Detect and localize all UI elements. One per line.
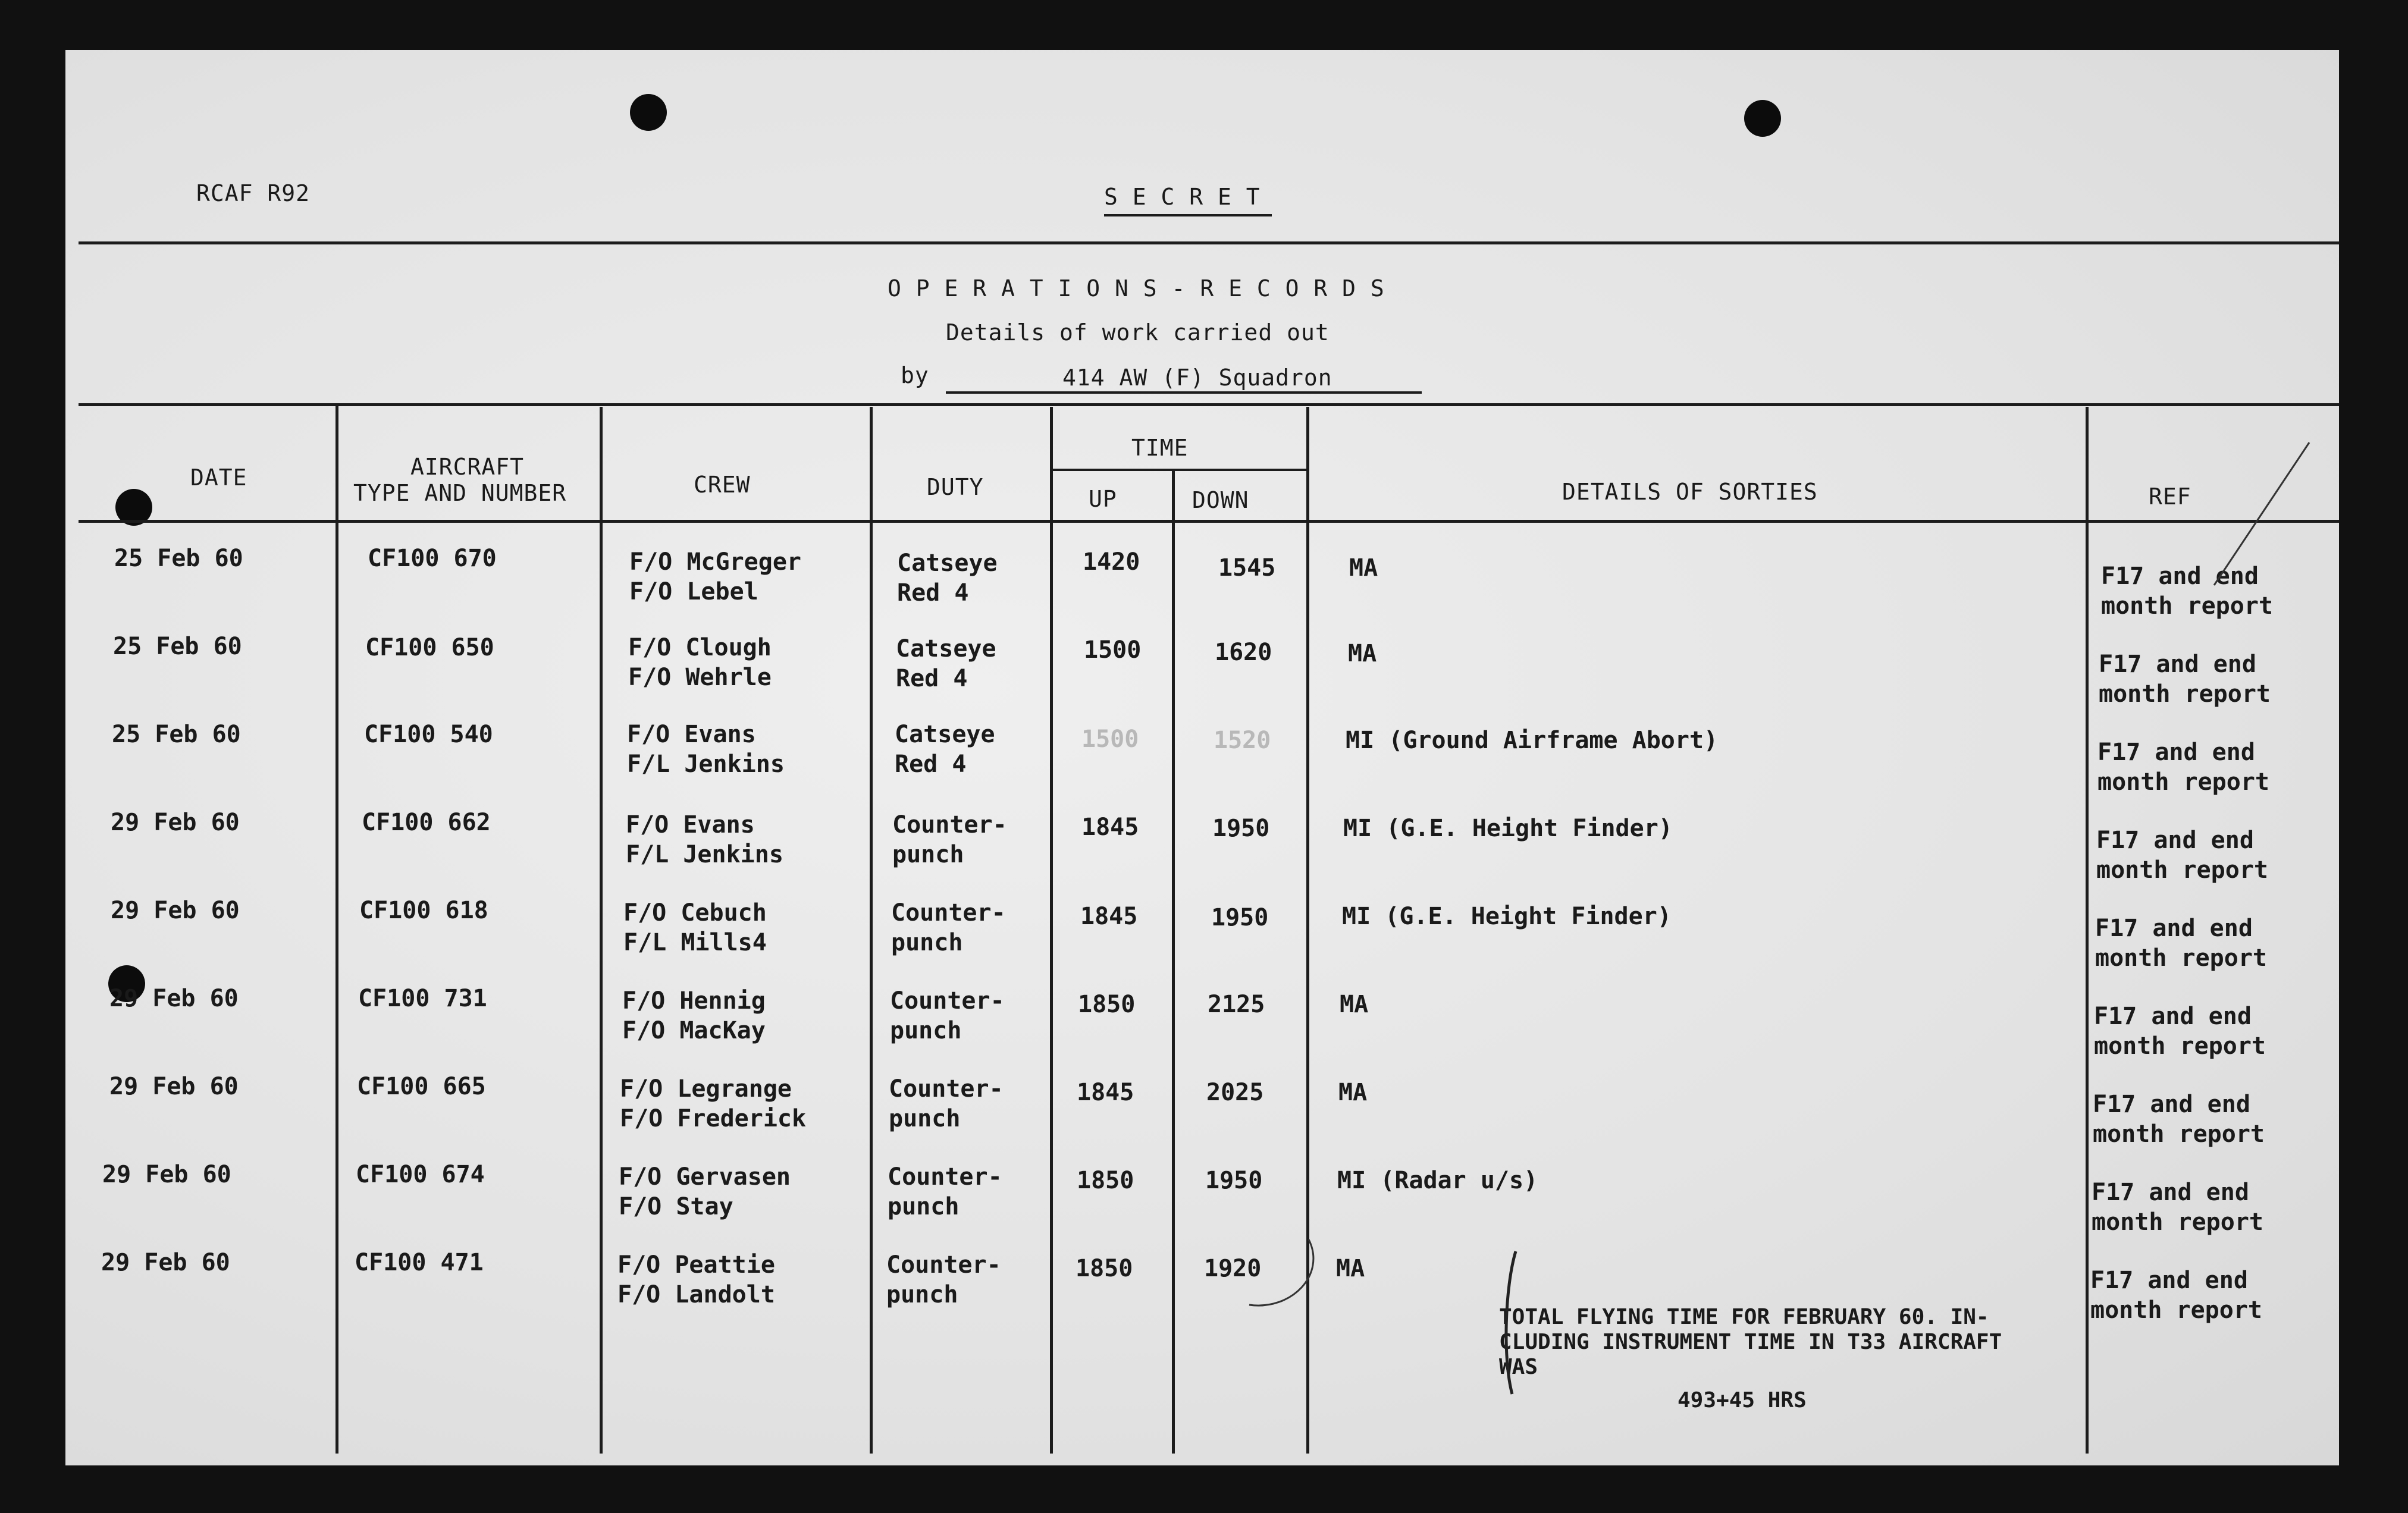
punch-hole-top-right	[1744, 100, 1781, 137]
table-row	[65, 720, 2339, 808]
date-cell: 29 Feb 60	[111, 897, 240, 924]
form-code: RCAF R92	[196, 180, 311, 206]
total-hours: 493+45 HRS	[1678, 1388, 1807, 1412]
crew-2: F/L Jenkins	[626, 841, 783, 868]
up-cell: 1845	[1080, 903, 1138, 930]
duty-2: Red 4	[896, 665, 968, 692]
details-cell: MA	[1340, 991, 1369, 1018]
date-cell: 29 Feb 60	[101, 1249, 230, 1276]
details-cell: MI (G.E. Height Finder)	[1343, 815, 1673, 842]
classification-underline	[1104, 214, 1272, 216]
crew-1: F/O Evans	[626, 811, 755, 839]
squadron: 414 AW (F) Squadron	[1062, 365, 1332, 391]
crew-2: F/O Landolt	[617, 1281, 775, 1308]
crew-1: F/O Clough	[628, 634, 772, 661]
up-cell: 1845	[1077, 1079, 1134, 1106]
ref-cell	[2090, 1266, 2262, 1325]
duty-1: Counter-	[888, 1163, 1002, 1191]
ref-cell	[2097, 737, 2269, 797]
ref-1: F17 and end	[2095, 915, 2253, 942]
duty-1: Counter-	[889, 1075, 1004, 1103]
duty-cell	[895, 720, 995, 779]
duty-1: Counter-	[891, 899, 1006, 927]
up-cell: 1500	[1081, 726, 1139, 753]
duty-1: Counter-	[890, 987, 1005, 1015]
crew-2: F/O Frederick	[620, 1105, 807, 1132]
ref-2: month report	[2093, 1120, 2265, 1148]
crew-cell	[622, 986, 766, 1046]
details-cell: MA	[1349, 554, 1378, 582]
aircraft-cell: CF100 670	[368, 545, 497, 572]
duty-1: Counter-	[886, 1251, 1001, 1279]
crew-2: F/L Jenkins	[627, 751, 785, 778]
down-cell: 1920	[1204, 1255, 1262, 1282]
ref-2: month report	[2096, 856, 2268, 884]
down-cell: 1950	[1212, 815, 1270, 842]
down-cell: 1950	[1211, 904, 1269, 931]
ref-cell	[2099, 649, 2271, 709]
duty-1: Counter-	[892, 811, 1007, 839]
header-rule	[79, 241, 2339, 244]
time-subheader-rule	[1050, 469, 1308, 471]
down-cell: 2025	[1206, 1079, 1264, 1106]
duty-2: punch	[889, 1105, 961, 1132]
header-ref: REF	[2149, 484, 2191, 510]
details-cell: MA	[1348, 640, 1377, 667]
up-cell: 1500	[1084, 636, 1142, 664]
header-aircraft-line2: TYPE AND NUMBER	[353, 480, 567, 506]
header-up: UP	[1089, 486, 1117, 512]
ref-cell	[2101, 561, 2273, 621]
crew-cell	[619, 1162, 791, 1222]
header-time: TIME	[1131, 435, 1189, 461]
ref-1: F17 and end	[2093, 1091, 2250, 1118]
crew-1: F/O Gervasen	[619, 1163, 791, 1191]
details-cell: MI (Radar u/s)	[1337, 1167, 1538, 1194]
aircraft-cell: CF100 650	[365, 634, 494, 661]
duty-2: punch	[890, 1017, 962, 1044]
aircraft-cell: CF100 662	[362, 809, 491, 836]
crew-2: F/O MacKay	[622, 1017, 766, 1044]
aircraft-cell: CF100 731	[358, 985, 487, 1012]
aircraft-cell: CF100 618	[359, 897, 488, 924]
header-duty: DUTY	[927, 474, 984, 500]
table-row	[65, 808, 2339, 896]
header-crew: CREW	[694, 472, 751, 498]
duty-cell	[891, 898, 1006, 958]
title: O P E R A T I O N S - R E C O R D S	[888, 275, 1385, 302]
crew-cell	[629, 547, 801, 607]
duty-2: punch	[888, 1193, 960, 1220]
date-cell: 29 Feb 60	[111, 809, 240, 836]
total-note-line3: WAS	[1499, 1355, 1538, 1379]
ref-cell	[2096, 825, 2268, 885]
crew-1: F/O Peattie	[617, 1251, 775, 1279]
total-note-line2: CLUDING INSTRUMENT TIME IN T33 AIRCRAFT	[1499, 1330, 2002, 1354]
duty-cell	[890, 986, 1005, 1046]
down-cell: 1520	[1214, 727, 1271, 754]
aircraft-cell: CF100 674	[356, 1161, 485, 1188]
duty-1: Catseye	[897, 550, 998, 577]
table-row	[65, 1160, 2339, 1248]
date-cell: 25 Feb 60	[113, 633, 242, 660]
ref-1: F17 and end	[2094, 1003, 2252, 1030]
ref-2: month report	[2099, 680, 2271, 708]
crew-cell	[617, 1250, 775, 1310]
ref-2: month report	[2101, 592, 2273, 620]
details-cell: MI (Ground Airframe Abort)	[1346, 727, 1719, 754]
table-row	[65, 544, 2339, 632]
date-cell: 25 Feb 60	[114, 545, 243, 572]
table-row	[65, 1248, 2339, 1336]
ref-1: F17 and end	[2090, 1267, 2248, 1294]
date-cell: 29 Feb 60	[109, 1073, 239, 1100]
duty-2: punch	[886, 1281, 958, 1308]
duty-cell	[892, 810, 1007, 869]
punch-hole-top-left	[630, 94, 667, 131]
table-top-rule	[79, 403, 2339, 406]
duty-2: Red 4	[897, 579, 969, 607]
header-down: DOWN	[1192, 487, 1249, 513]
total-note-line1: TOTAL FLYING TIME FOR FEBRUARY 60. IN-	[1499, 1305, 1989, 1329]
ref-1: F17 and end	[2101, 563, 2259, 590]
ref-1: F17 and end	[2092, 1179, 2249, 1206]
header-details: DETAILS OF SORTIES	[1562, 479, 1818, 505]
ref-1: F17 and end	[2096, 827, 2254, 854]
ref-2: month report	[2094, 1032, 2266, 1060]
up-cell: 1845	[1081, 814, 1139, 841]
ref-2: month report	[2092, 1208, 2263, 1236]
duty-cell	[889, 1074, 1004, 1134]
record-sheet	[65, 50, 2339, 1465]
subtitle: Details of work carried out	[946, 319, 1330, 346]
up-cell: 1850	[1077, 1167, 1134, 1194]
date-cell: 29 Feb 60	[102, 1161, 231, 1188]
crew-2: F/L Mills4	[623, 929, 767, 956]
header-aircraft-line1: AIRCRAFT	[410, 454, 525, 480]
aircraft-cell: CF100 540	[364, 721, 493, 748]
duty-cell	[888, 1162, 1002, 1222]
up-cell: 1420	[1083, 548, 1140, 576]
details-cell: MI (G.E. Height Finder)	[1342, 903, 1672, 930]
crew-cell	[626, 810, 783, 869]
crew-1: F/O Evans	[627, 721, 756, 748]
duty-cell	[896, 634, 996, 693]
duty-1: Catseye	[896, 635, 996, 663]
down-cell: 1620	[1215, 639, 1272, 666]
squadron-underline	[946, 391, 1422, 394]
crew-cell	[623, 898, 767, 958]
date-cell: 25 Feb 60	[112, 721, 241, 748]
ref-1: F17 and end	[2099, 651, 2256, 678]
crew-1: F/O Cebuch	[623, 899, 767, 927]
details-cell: MA	[1336, 1255, 1365, 1282]
ref-cell	[2092, 1178, 2263, 1237]
crew-1: F/O Hennig	[622, 987, 766, 1015]
down-cell: 2125	[1208, 991, 1265, 1018]
crew-2: F/O Stay	[619, 1193, 733, 1220]
duty-2: punch	[891, 929, 963, 956]
crew-1: F/O McGreger	[629, 548, 801, 576]
table-row	[65, 632, 2339, 720]
table-row	[65, 1072, 2339, 1160]
duty-cell	[897, 548, 998, 608]
crew-2: F/O Wehrle	[628, 664, 772, 691]
crew-cell	[628, 633, 772, 692]
table-header-rule	[79, 520, 2339, 523]
header-date: DATE	[190, 464, 247, 491]
crew-2: F/O Lebel	[629, 578, 758, 605]
aircraft-cell: CF100 665	[357, 1073, 486, 1100]
ref-cell	[2094, 1002, 2266, 1061]
ref-cell	[2095, 914, 2267, 973]
duty-cell	[886, 1250, 1001, 1310]
crew-cell	[620, 1074, 806, 1134]
ref-1: F17 and end	[2097, 739, 2255, 766]
date-cell: 29 Feb 60	[109, 985, 239, 1012]
ref-2: month report	[2095, 944, 2267, 972]
down-cell: 1545	[1218, 554, 1276, 582]
down-cell: 1950	[1205, 1167, 1263, 1194]
table-row	[65, 896, 2339, 984]
aircraft-cell: CF100 471	[355, 1249, 484, 1276]
up-cell: 1850	[1076, 1255, 1133, 1282]
details-cell: MA	[1338, 1079, 1368, 1106]
crew-cell	[627, 720, 785, 779]
table-row	[65, 984, 2339, 1072]
duty-2: punch	[892, 841, 964, 868]
up-cell: 1850	[1078, 991, 1136, 1018]
by-label: by	[901, 362, 929, 388]
duty-1: Catseye	[895, 721, 995, 748]
ref-cell	[2093, 1090, 2265, 1149]
duty-2: Red 4	[895, 751, 967, 778]
classification: S E C R E T	[1104, 184, 1261, 210]
ref-2: month report	[2097, 768, 2269, 796]
crew-1: F/O Legrange	[620, 1075, 792, 1103]
ref-2: month report	[2090, 1297, 2262, 1324]
